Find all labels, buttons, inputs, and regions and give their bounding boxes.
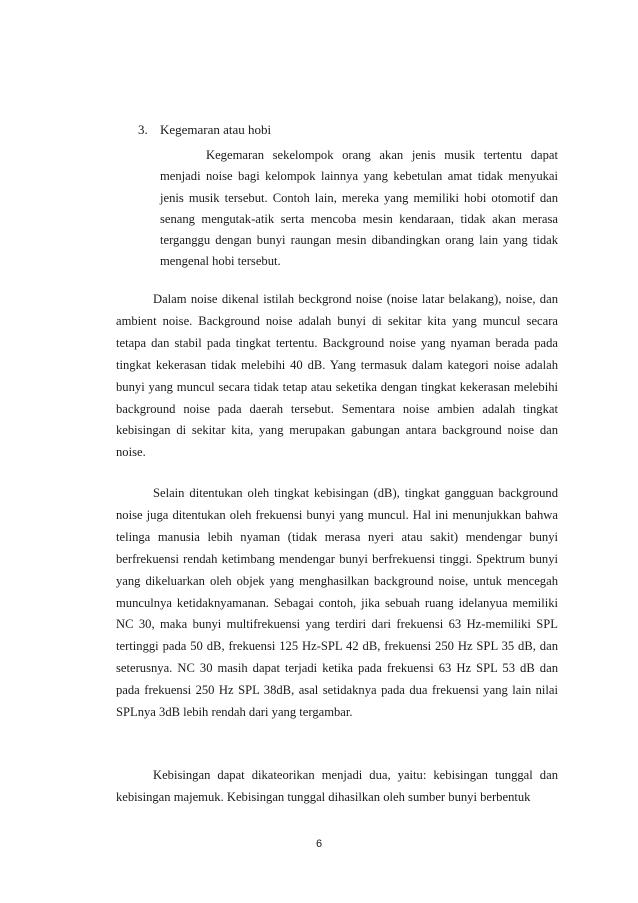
section-heading: Kegemaran atau hobi: [160, 122, 272, 137]
body-paragraph: Selain ditentukan oleh tingkat kebisingan (dB), tingkat gangguan background noise juga ditentukan oleh frekuensi bunyi yang muncul. Hal ini menunjukkan bahwa telinga manusia lebih nyaman (tidak merasa nyeri atau sakit) mendengar bunyi berfrekuensi rendah ketimbang mendengar bunyi berfrekuensi tinggi. Spektrum bunyi yang dikeluarkan oleh objek yang menghasilkan background noise, untuk mencegah munculnya ketidaknyamanan. Sebagai contoh, jika sebuah ruang idelanyua memiliki NC 30, maka bunyi multifrekuensi yang terdiri dari frekuensi 63 Hz-memiliki SPL tertinggi pada 50 dB, frekuensi 125 Hz-SPL 42 dB, frekuensi 250 Hz SPL 35 dB, dan seterusnya. NC 30 masih dapat terjadi ketika pada frekuensi 63 Hz SPL 53 dB dan pada frekuensi 250 Hz SPL 38dB, asal setidaknya pada dua frekuensi yang lain nilai SPLnya 3dB lebih rendah dari yang tergambar.: [116, 486, 558, 720]
body-paragraph: Dalam noise dikenal istilah beckgrond noise (noise latar belakang), noise, dan ambient noise. Background noise adalah bunyi di sekitar kita yang muncul secara tetapa dan stabil pada tingkat tertentu. Background noise yang nyaman berada pada tingkat kekerasan tidak melebihi 40 dB. Yang termasuk dalam kategori noise adalah bunyi yang muncul secara tidak tetap atau seketika dengan tingkat kekerasan melebihi background noise pada daerah tersebut. Sementara noise ambien adalah tingkat kebisingan di sekitar kita, yang merupakan gabungan antara background noise dan noise.: [116, 292, 558, 460]
list-item-number: 3.: [138, 122, 148, 137]
section-paragraph: Kegemaran sekelompok orang akan jenis musik tertentu dapat menjadi noise bagi kelompok lainnya yang kebetulan amat tidak menyukai jenis musik tersebut. Contoh lain, mereka yang memiliki hobi otomotif dan senang mengutak-atik serta mencoba mesin kendaraan, tidak akan merasa terganggu dengan bunyi raungan mesin dibandingkan orang lain yang tidak mengenal hobi tersebut.: [160, 148, 558, 269]
body-paragraph: Kebisingan dapat dikateorikan menjadi dua, yaitu: kebisingan tunggal dan kebisingan majemuk. Kebisingan tunggal dihasilkan oleh sumber bunyi berbentuk: [116, 768, 558, 804]
list-item-heading: [138, 120, 271, 140]
page-number: 6: [315, 838, 323, 850]
